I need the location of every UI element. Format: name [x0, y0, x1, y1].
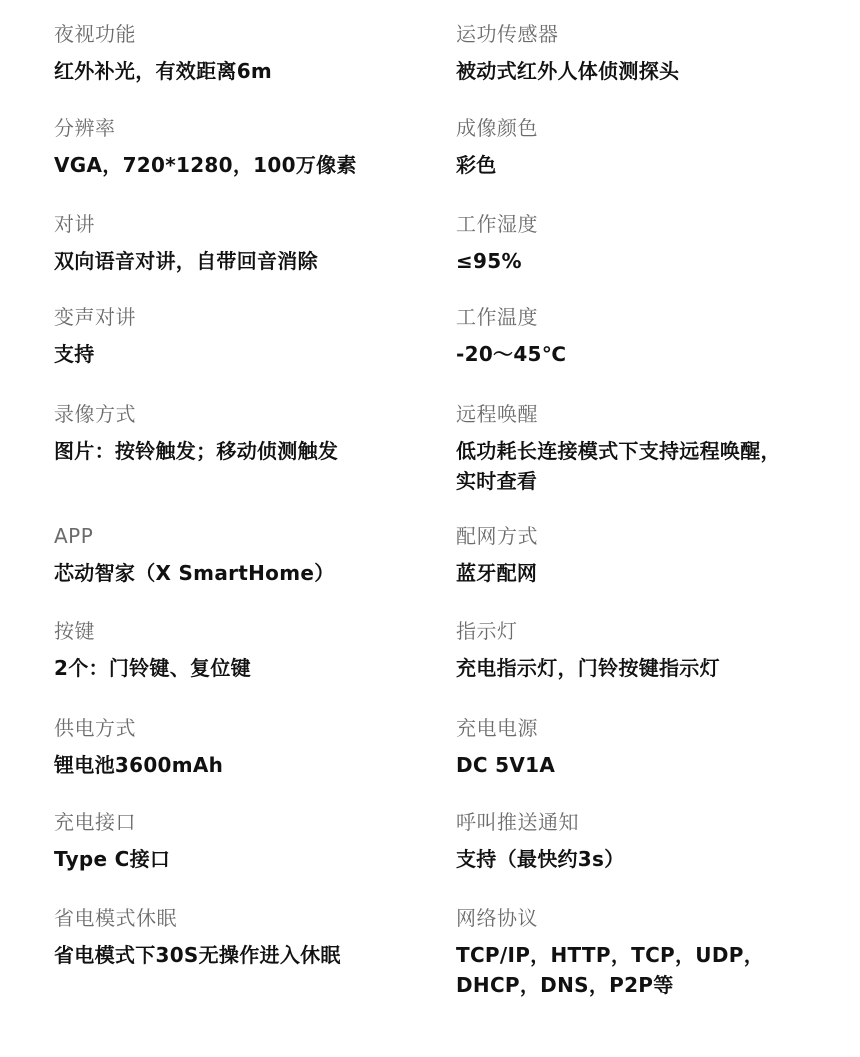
spec-label: 按键 — [54, 619, 95, 643]
spec-label: 运功传感器 — [456, 22, 559, 46]
spec-voice-change — [54, 303, 414, 369]
spec-label: 呼叫推送通知 — [456, 810, 579, 834]
spec-label: 充电电源 — [456, 716, 538, 740]
spec-label: 配网方式 — [456, 524, 538, 548]
spec-label: 对讲 — [54, 212, 95, 236]
spec-label: 变声对讲 — [54, 305, 136, 329]
spec-value: Type C接口 — [54, 847, 171, 871]
spec-label: 工作温度 — [456, 305, 538, 329]
spec-value-line: DHCP，DNS，P2P等 — [456, 973, 674, 997]
spec-motion-sensor — [456, 20, 836, 86]
spec-value: 被动式红外人体侦测探头 — [456, 59, 680, 83]
spec-value-line: 实时查看 — [456, 469, 538, 493]
spec-label: 远程唤醒 — [456, 402, 538, 426]
spec-label: 成像颜色 — [456, 116, 538, 140]
spec-label: APP — [54, 524, 94, 548]
spec-value: ≤95% — [456, 249, 522, 273]
spec-label: 充电接口 — [54, 810, 136, 834]
spec-label: 网络协议 — [456, 906, 538, 930]
spec-value-line: 低功耗长连接模式下支持远程唤醒， — [456, 439, 781, 463]
spec-remote-wake — [456, 400, 836, 496]
spec-power-save-sleep — [54, 904, 414, 970]
spec-app — [54, 522, 414, 588]
spec-power-supply — [54, 714, 414, 780]
spec-charging-port — [54, 808, 414, 874]
spec-intercom — [54, 210, 414, 276]
spec-value: 双向语音对讲，自带回音消除 — [54, 249, 318, 273]
spec-call-push — [456, 808, 836, 874]
spec-charging-power — [456, 714, 836, 780]
spec-value: -20～45℃ — [456, 342, 567, 366]
spec-value: 省电模式下30S无操作进入休眠 — [54, 943, 341, 967]
spec-night-vision — [54, 20, 414, 86]
spec-value: 2个：门铃键、复位键 — [54, 656, 251, 680]
spec-value: 红外补光，有效距离6m — [54, 59, 273, 83]
spec-network-setup — [456, 522, 836, 588]
spec-label: 分辨率 — [54, 116, 116, 140]
spec-value-line: TCP/IP，HTTP，TCP，UDP， — [456, 943, 765, 967]
spec-humidity — [456, 210, 836, 276]
spec-value: 支持（最快约3s） — [456, 847, 625, 871]
spec-label: 省电模式休眠 — [54, 906, 177, 930]
spec-value: 支持 — [54, 342, 95, 366]
spec-indicator-light — [456, 617, 836, 683]
spec-label: 工作湿度 — [456, 212, 538, 236]
spec-buttons — [54, 617, 414, 683]
spec-recording-mode — [54, 400, 414, 466]
spec-value: 彩色 — [456, 153, 497, 177]
spec-value: 蓝牙配网 — [456, 561, 538, 585]
spec-label: 指示灯 — [456, 619, 518, 643]
spec-image-color — [456, 114, 836, 180]
spec-value: 充电指示灯，门铃按键指示灯 — [456, 656, 720, 680]
spec-value: 芯动智家（X SmartHome） — [54, 561, 335, 585]
spec-value — [456, 940, 836, 1000]
spec-label: 供电方式 — [54, 716, 136, 740]
spec-value: VGA，720*1280，100万像素 — [54, 153, 357, 177]
spec-value — [456, 436, 836, 496]
spec-resolution — [54, 114, 414, 180]
spec-network-protocol — [456, 904, 836, 1000]
spec-label: 夜视功能 — [54, 22, 136, 46]
spec-value: 锂电池3600mAh — [54, 753, 224, 777]
spec-label: 录像方式 — [54, 402, 136, 426]
spec-temperature — [456, 303, 836, 369]
spec-value: 图片：按铃触发；移动侦测触发 — [54, 439, 339, 463]
spec-value: DC 5V1A — [456, 753, 556, 777]
